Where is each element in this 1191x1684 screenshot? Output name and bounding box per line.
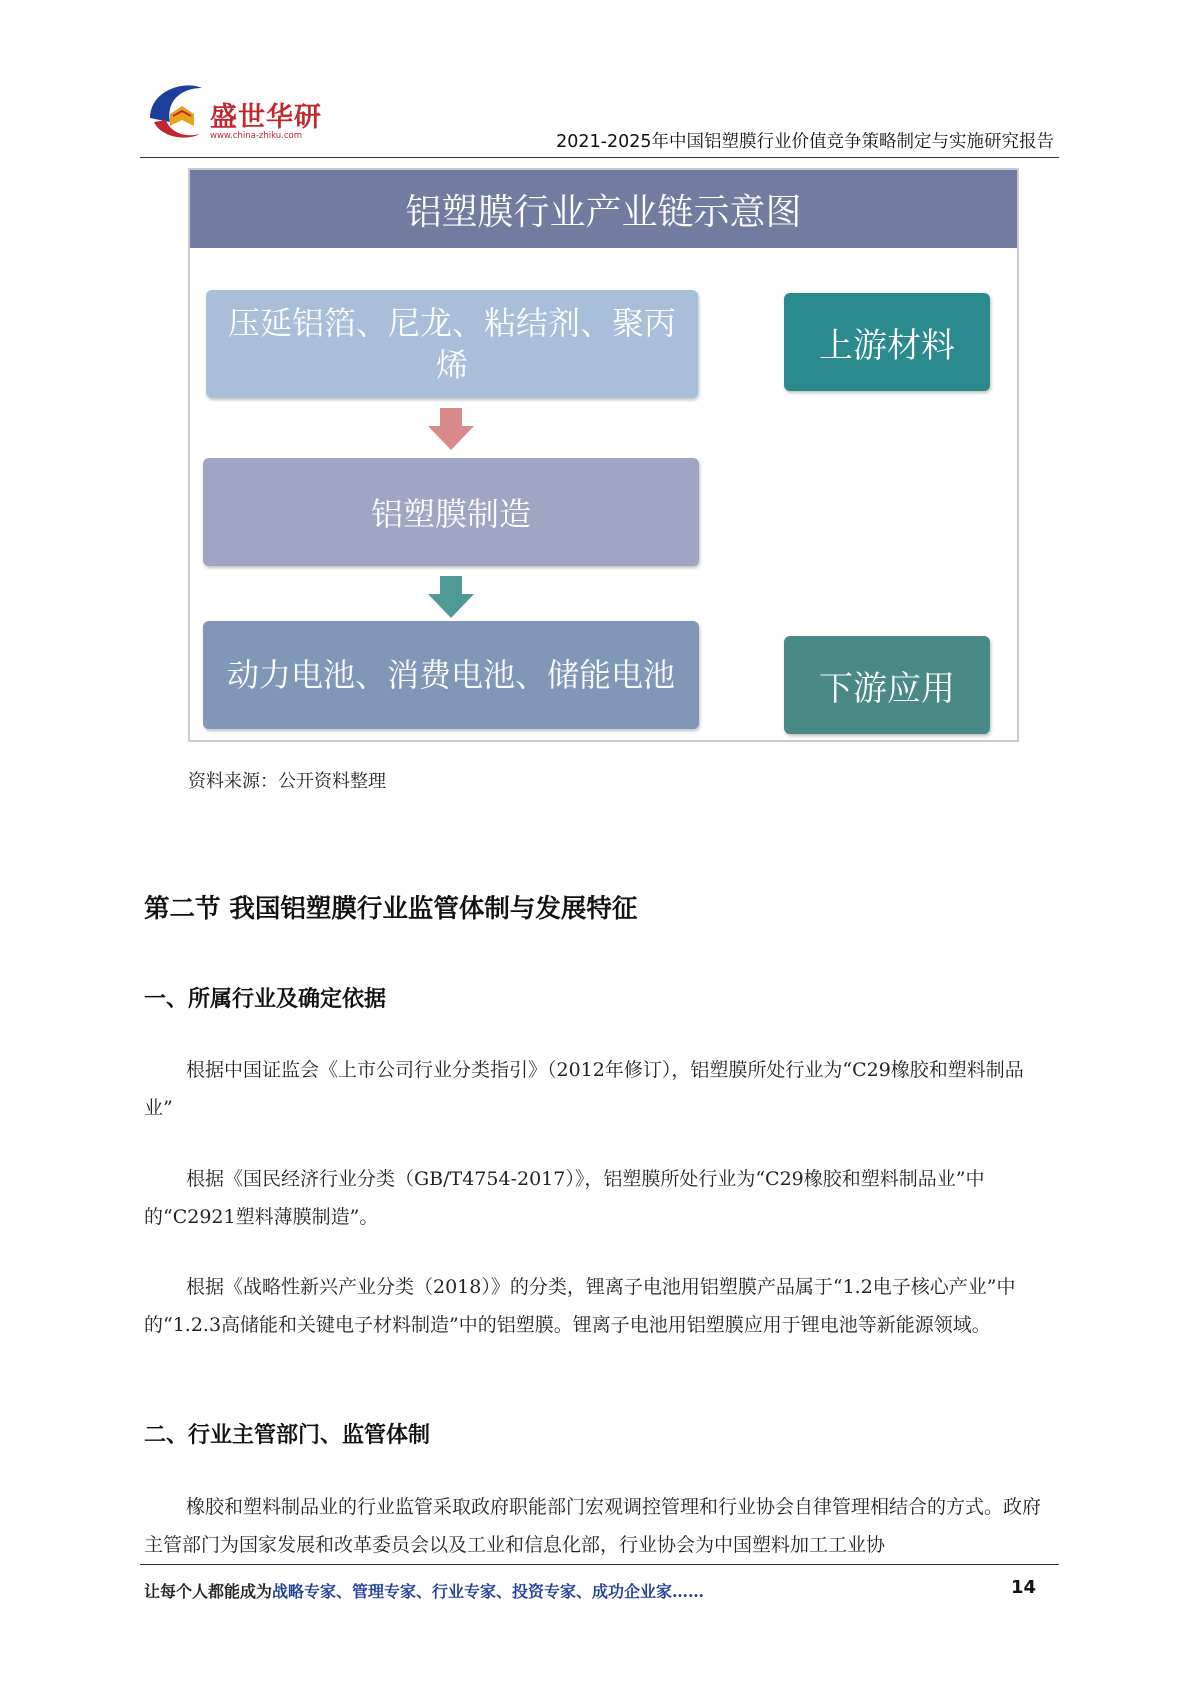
page-number: 14 [1010,1577,1036,1598]
upstream-materials-box: 压延铝箔、尼龙、粘结剂、聚丙烯 [206,290,698,398]
source-note: 资料来源：公开资料整理 [188,771,386,792]
manufacture-box: 铝塑膜制造 [203,458,699,566]
logo-url: www.china-zhiku.com [210,131,302,141]
subsection-title: 一、所属行业及确定依据 [144,987,387,1012]
down-arrow-icon [428,408,474,450]
logo-text: 盛世华研 [210,102,322,133]
subsection-title: 二、行业主管部门、监管体制 [144,1423,431,1448]
paragraph: 根据《战略性新兴产业分类（2018）》的分类，锂离子电池用铝塑膜产品属于“1.2电子核心产业”中的“1.2.3高储能和关键电子材料制造”中的铝塑膜。锂离子电池用铝塑膜应用于锂电池等新能源领域。 [144,1276,1016,1336]
footer-slogan [144,1579,704,1602]
industry-chain-diagram [188,168,1019,742]
header-divider [140,157,1059,158]
slogan-highlight: 战略专家、管理专家、行业专家、投资专家、成功企业家…… [272,1582,705,1601]
slogan-prefix: 让每个人都能成为 [144,1582,273,1601]
diagram-title: 铝塑膜行业产业链示意图 [190,170,1017,248]
paragraph: 根据《国民经济行业分类（GB/T4754-2017）》，铝塑膜所处行业为“C29橡胶和塑料制品业”中的“C2921塑料薄膜制造”。 [144,1168,985,1228]
paragraph: 根据中国证监会《上市公司行业分类指引》（2012年修订），铝塑膜所处行业为“C29橡胶和塑料制品业” [144,1059,1024,1119]
downstream-applications-box: 动力电池、消费电池、储能电池 [203,621,699,729]
paragraph: 橡胶和塑料制品业的行业监管采取政府职能部门宏观调控管理和行业协会自律管理相结合的方式。政府主管部门为国家发展和改革委员会以及工业和信息化部，行业协会为中国塑料加工工业协 [144,1496,1042,1556]
down-arrow-icon [428,576,474,618]
section-title: 第二节 我国铝塑膜行业监管体制与发展特征 [144,894,638,924]
downstream-label: 下游应用 [784,636,990,734]
upstream-label: 上游材料 [784,293,990,391]
footer-divider [140,1564,1059,1565]
report-title: 2021-2025年中国铝塑膜行业价值竞争策略制定与实施研究报告 [556,132,1054,152]
